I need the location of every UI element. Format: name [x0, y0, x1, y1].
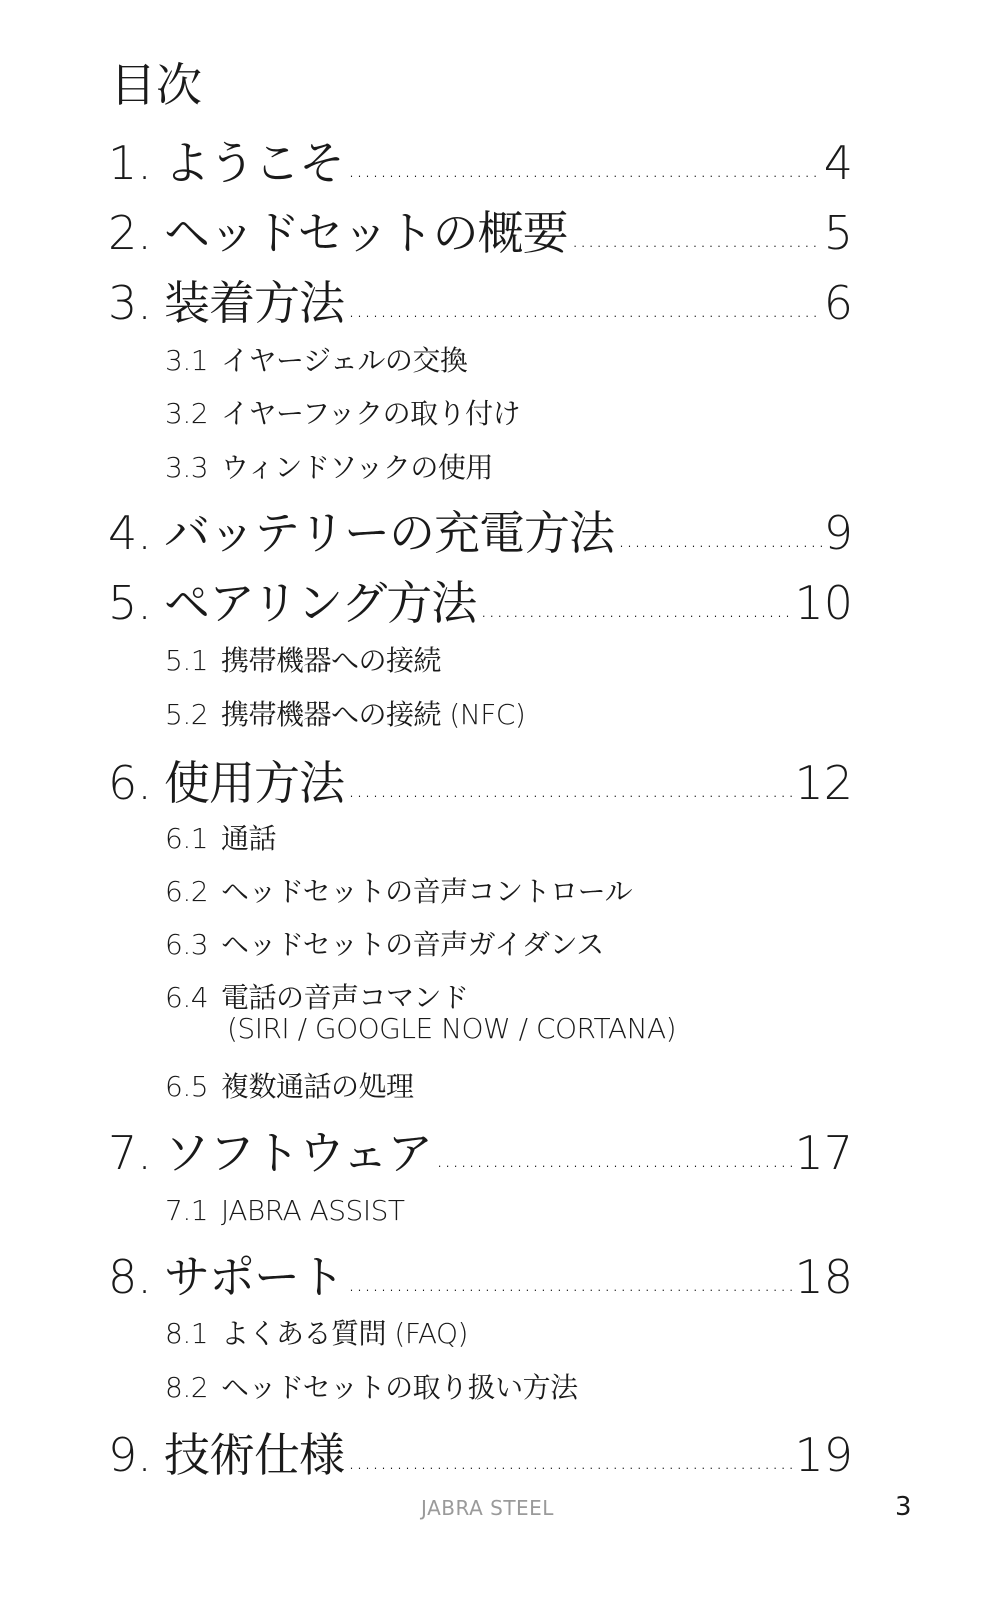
section-title: よくある質問 (FAQ): [221, 1317, 468, 1350]
chapter-number: 8.: [108, 1254, 152, 1300]
toc-entry-s8-2[interactable]: [165, 1372, 845, 1404]
chapter-title: 装着方法: [164, 280, 344, 326]
section-title: 携帯機器への接続 (NFC): [221, 698, 526, 731]
chapter-page: 6: [823, 280, 853, 326]
toc-entry-ch7[interactable]: [108, 1130, 853, 1176]
chapter-page: 19: [794, 1432, 853, 1478]
toc-entry-s8-1[interactable]: [165, 1318, 845, 1350]
chapter-page: 18: [794, 1254, 853, 1300]
section-number: 7.1: [165, 1194, 209, 1227]
section-title: ウィンドソックの使用: [221, 451, 493, 484]
toc-entry-ch8[interactable]: [108, 1254, 853, 1300]
page-title: 目次: [110, 58, 202, 112]
chapter-title: 技術仕様: [164, 1432, 344, 1478]
section-number: 8.1: [165, 1317, 209, 1350]
section-number: 3.3: [165, 451, 209, 484]
chapter-page: 10: [794, 580, 853, 626]
section-title: イヤージェルの交換: [221, 344, 468, 377]
section-number: 6.4: [165, 981, 209, 1014]
chapter-title: ヘッドセットの概要: [164, 210, 568, 256]
toc-entry-ch4[interactable]: [108, 510, 853, 556]
toc-entry-s3-2[interactable]: [165, 398, 845, 430]
toc-entry-s6-3[interactable]: [165, 929, 845, 961]
section-number: 3.2: [165, 397, 209, 430]
toc-entry-ch2[interactable]: [108, 210, 853, 256]
toc-entry-s6-2[interactable]: [165, 876, 845, 908]
chapter-number: 7.: [108, 1130, 152, 1176]
chapter-title: ソフトウェア: [164, 1130, 433, 1176]
chapter-number: 1.: [108, 140, 152, 186]
section-number: 8.2: [165, 1371, 209, 1404]
dot-leader: [480, 600, 792, 626]
toc-entry-ch3[interactable]: [108, 280, 853, 326]
toc-entry-s6-5[interactable]: [165, 1071, 845, 1103]
chapter-number: 3.: [108, 280, 152, 326]
dot-leader: [348, 300, 822, 326]
chapter-title: サポート: [164, 1254, 344, 1300]
toc-entry-ch6[interactable]: [108, 760, 853, 806]
chapter-title: ようこそ: [164, 140, 344, 186]
toc-entry-ch9[interactable]: [108, 1432, 853, 1478]
dot-leader: [572, 230, 822, 256]
section-number: 6.2: [165, 875, 209, 908]
section-title: ヘッドセットの音声ガイダンス: [221, 928, 604, 961]
toc-entry-s3-1[interactable]: [165, 345, 845, 377]
toc-entry-s5-1[interactable]: [165, 645, 845, 677]
toc-entry-s5-2[interactable]: [165, 699, 845, 731]
chapter-number: 2.: [108, 210, 152, 256]
section-title: JABRA ASSIST: [221, 1194, 405, 1227]
section-number: 5.1: [165, 644, 209, 677]
section-title: ヘッドセットの取り扱い方法: [221, 1371, 578, 1404]
chapter-title: 使用方法: [164, 760, 344, 806]
dot-leader: [348, 1452, 792, 1478]
section-title: 電話の音声コマンド: [221, 981, 469, 1014]
dot-leader: [618, 530, 822, 556]
footer-page-number: 3: [895, 1492, 912, 1522]
chapter-page: 12: [794, 760, 853, 806]
section-number: 6.3: [165, 928, 209, 961]
section-title: 通話: [221, 822, 277, 855]
toc-entry-ch1[interactable]: [108, 140, 853, 186]
toc-entry-ch5[interactable]: [108, 580, 853, 626]
section-number: 5.2: [165, 698, 209, 731]
section-number: 6.1: [165, 822, 209, 855]
toc-entry-s6-4[interactable]: [165, 983, 845, 1045]
chapter-number: 4.: [108, 510, 152, 556]
dot-leader: [348, 1274, 792, 1300]
section-title-continued: (SIRI / GOOGLE NOW / CORTANA): [227, 1011, 677, 1045]
chapter-number: 5.: [108, 580, 152, 626]
chapter-title: ペアリング方法: [164, 580, 477, 626]
dot-leader: [348, 780, 792, 806]
toc-entry-s7-1[interactable]: [165, 1195, 845, 1227]
section-number: 3.1: [165, 344, 209, 377]
section-title: 携帯機器への接続: [221, 644, 442, 677]
chapter-number: 9.: [108, 1432, 152, 1478]
dot-leader: [348, 160, 822, 186]
section-number: 6.5: [165, 1070, 209, 1103]
section-title: イヤーフックの取り付け: [221, 397, 521, 430]
section-title: ヘッドセットの音声コントロール: [221, 875, 633, 908]
chapter-title: バッテリーの充電方法: [164, 510, 614, 556]
chapter-page: 17: [794, 1130, 853, 1176]
chapter-number: 6.: [108, 760, 152, 806]
dot-leader: [436, 1150, 792, 1176]
chapter-page: 4: [823, 140, 853, 186]
chapter-page: 9: [823, 510, 853, 556]
toc-entry-s3-3[interactable]: [165, 452, 845, 484]
chapter-page: 5: [823, 210, 853, 256]
section-title: 複数通話の処理: [221, 1070, 414, 1103]
toc-entry-s6-1[interactable]: [165, 823, 845, 855]
footer-brand: JABRA STEEL: [421, 1496, 554, 1520]
